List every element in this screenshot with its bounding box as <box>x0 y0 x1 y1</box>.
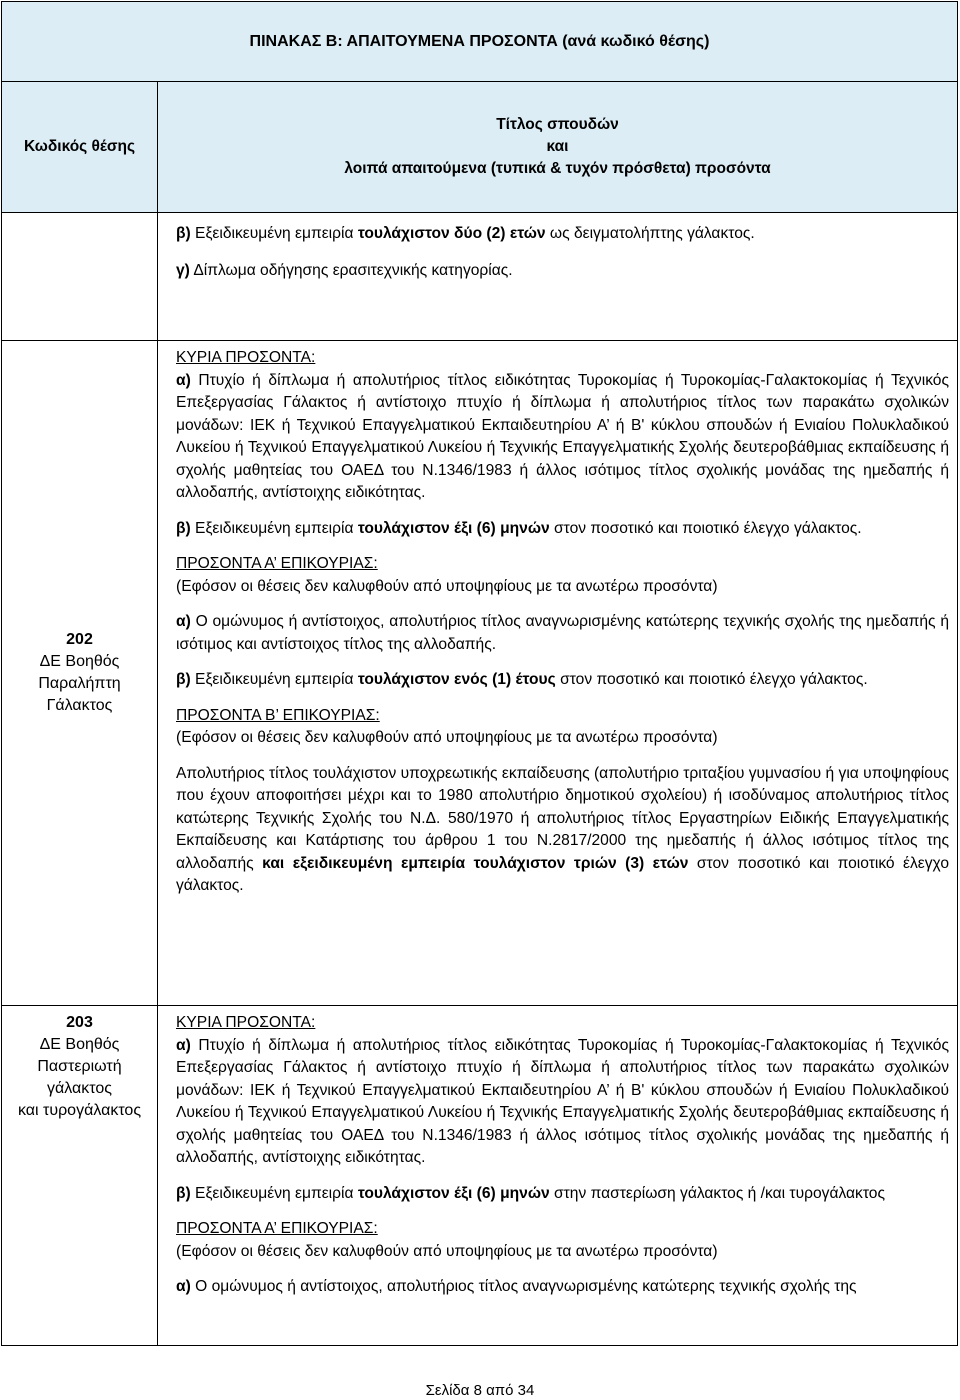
aux-a-note: (Εφόσον οι θέσεις δεν καλυφθούν από υποψηφίους με τα ανωτέρω προσόντα) <box>176 577 718 595</box>
position-202-requirements <box>158 341 958 1006</box>
aux-a-note: (Εφόσον οι θέσεις δεν καλυφθούν από υποψηφίους με τα ανωτέρω προσόντα) <box>176 1242 718 1260</box>
page-number: Σελίδα 8 από 34 <box>425 1382 535 1399</box>
header-title: Τίτλος σπουδών και λοιπά απαιτούμενα (τυπικά & τυχόν πρόσθετα) προσόντα <box>158 82 958 213</box>
aux-b-note: (Εφόσον οι θέσεις δεν καλυφθούν από υποψηφίους με τα ανωτέρω προσόντα) <box>176 729 718 746</box>
aux-b-heading: ΠΡΟΣΟΝΤΑ Β’ ΕΠΙΚΟΥΡΙΑΣ: <box>176 706 380 724</box>
aux-a-heading: ΠΡΟΣΟΝΤΑ Α’ ΕΠΙΚΟΥΡΙΑΣ: <box>176 555 378 572</box>
aux-b-requirement: Απολυτήριος τίτλος τουλάχιστον υποχρεωτικής εκπαίδευσης (απολυτήριο τριταξίου γυμνασίου ή για υποψηφίους που έχουν αποφοιτήσει μέχρι και το 1980 απολυτήριο δημοτικού σχολείου) ή ισοδύναμος απολυτήριος τίτλος κατώτερης Τεχνικής Σχολής του Ν.Δ. 580/1970 ή απολυτήριος τίτλος Εργαστηρίων Ειδικής Επαγγελματικής Εκπαίδευσης και Κατάρτισης του άρθρου 1 του Ν.2817/2000 της ημεδαπής ή άλλος ισότιμος τίτλος της αλλοδαπής και εξειδικευμένη εμπειρία τουλάχιστον τριών (3) ετών στον ποσοτικό και ποιοτικό έλεγχο γάλακτος. <box>176 764 949 894</box>
aux-a-requirement-a: α) Ο ομώνυμος ή αντίστοιχος, απολυτήριος τίτλος αναγνωρισμένης κατώτερης τεχνικής σχολής της <box>176 1278 857 1295</box>
requirement-c: γ) Δίπλωμα οδήγησης ερασιτεχνικής κατηγορίας. <box>176 261 513 279</box>
requirement-a: α) Πτυχίο ή δίπλωμα ή απολυτήριος τίτλος ειδικότητας Τυροκομίας ή Τυροκομίας-Γαλακτοκομίας ή Τεχνικός Επεξεργασίας Γάλακτος ή αντίστοιχο πτυχίο ή δίπλωμα ή απολυτήριος τίτλος των παρακάτω σχολικών μονάδων: ΙΕΚ ή Τεχνικού Επαγγελματικού Εκπαιδευτηρίου Α’ ή Β' κύκλου σπουδών ή Ενιαίου Πολυκλαδικού Λυκείου ή Τεχνικού Επαγγελματικού Λυκείου ή Τεχνικής Επαγγελματικής Σχολής δευτεροβάθμιας εκπαίδευσης ή σχολής μαθητείας του ΟΑΕΔ του Ν.1346/1983 ή άλλος ισότιμος τίτλος σχολικής μονάδας της ημεδαπής ή αλλοδαπής, αντίστοιχης ειδικότητας. <box>176 1036 949 1166</box>
table-title: ΠΙΝΑΚΑΣ Β: ΑΠΑΙΤΟΥΜΕΝΑ ΠΡΟΣΟΝΤΑ (ανά κωδικό θέσης) <box>2 2 958 82</box>
aux-a-heading: ΠΡΟΣΟΝΤΑ Α’ ΕΠΙΚΟΥΡΙΑΣ: <box>176 1220 378 1237</box>
header-code: Κωδικός θέσης <box>2 82 158 213</box>
requirement-b: β) Εξειδικευμένη εμπειρία τουλάχιστον δύο (2) ετών ως δειγματολήπτης γάλακτος. <box>176 225 755 242</box>
position-202-code: 202 ΔΕ Βοηθός Παραλήπτη Γάλακτος <box>2 341 158 1006</box>
main-qualifications-heading: ΚΥΡΙΑ ΠΡΟΣΟΝΤΑ: <box>176 1014 316 1031</box>
aux-a-requirement-a: α) Ο ομώνυμος ή αντίστοιχος, απολυτήριος τίτλος αναγνωρισμένης κατώτερης τεχνικής σχολής της ημεδαπής ή ισότιμος και αντίστοιχος τίτλος της αλλοδαπής. <box>176 613 949 653</box>
aux-a-requirement-b: β) Εξειδικευμένη εμπειρία τουλάχιστον ενός (1) έτους στον ποσοτικό και ποιοτικό έλεγχο γάλακτος. <box>176 671 868 688</box>
requirements-table <box>1 1 958 1346</box>
position-203-requirements <box>158 1006 958 1346</box>
continued-requirements <box>158 213 958 341</box>
requirement-b: β) Εξειδικευμένη εμπειρία τουλάχιστον έξι (6) μηνών στον ποσοτικό και ποιοτικό έλεγχο γάλακτος. <box>176 519 862 537</box>
main-qualifications-heading: ΚΥΡΙΑ ΠΡΟΣΟΝΤΑ: <box>176 349 316 366</box>
requirement-b: β) Εξειδικευμένη εμπειρία τουλάχιστον έξι (6) μηνών στην παστερίωση γάλακτος ή /και τυρογάλακτος <box>176 1184 885 1202</box>
position-203-code: 203 ΔΕ Βοηθός Παστεριωτή γάλακτος και τυρογάλακτος <box>2 1006 158 1346</box>
requirement-a: α) Πτυχίο ή δίπλωμα ή απολυτήριος τίτλος ειδικότητας Τυροκομίας ή Τυροκομίας-Γαλακτοκομίας ή Τεχνικός Επεξεργασίας Γάλακτος ή αντίστοιχο πτυχίο ή δίπλωμα ή απολυτήριος τίτλος των παρακάτω σχολικών μονάδων: ΙΕΚ ή Τεχνικού Επαγγελματικού Εκπαιδευτηρίου Α’ ή Β' κύκλου σπουδών ή Ενιαίου Πολυκλαδικού Λυκείου ή Τεχνικού Επαγγελματικού Λυκείου ή Τεχνικής Επαγγελματικής Σχολής δευτεροβάθμιας εκπαίδευσης ή σχολής μαθητείας του ΟΑΕΔ του Ν.1346/1983 ή άλλος ισότιμος τίτλος σχολικής μονάδας της ημεδαπής ή αλλοδαπής, αντίστοιχης ειδικότητας. <box>176 371 949 501</box>
continued-code-cell <box>2 213 158 341</box>
